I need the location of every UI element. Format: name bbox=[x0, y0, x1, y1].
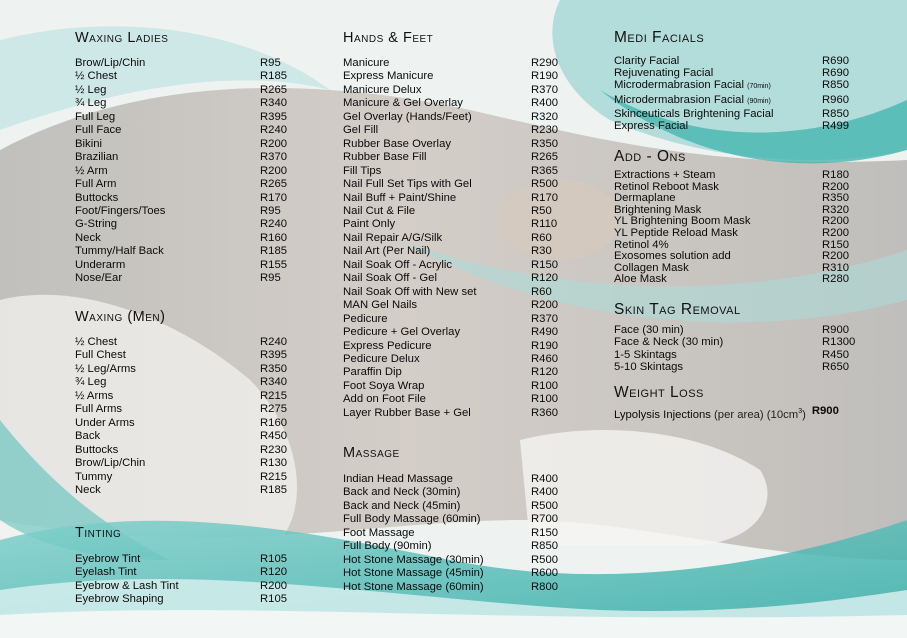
item-price: R190 bbox=[531, 70, 559, 83]
section-title: Medi Facials bbox=[614, 29, 705, 46]
list-item bbox=[614, 67, 864, 79]
item-price: R95 bbox=[260, 204, 281, 217]
list-item bbox=[343, 57, 565, 70]
list-item bbox=[75, 580, 290, 593]
item-name: ½ Leg/Arms bbox=[75, 362, 136, 375]
list-item bbox=[343, 513, 565, 526]
item-price: R400 bbox=[531, 97, 559, 110]
item-name: Nail Soak Off - Gel bbox=[343, 272, 437, 285]
list-item bbox=[614, 79, 864, 93]
item-name: Pedicure Delux bbox=[343, 352, 420, 365]
item-price: R160 bbox=[260, 416, 288, 429]
section-weight-loss bbox=[614, 384, 864, 422]
item-name: Full Body Massage (60min) bbox=[343, 513, 481, 526]
list-item bbox=[75, 593, 290, 606]
item-name: Express Manicure bbox=[343, 70, 434, 83]
item-name: Dermaplane bbox=[614, 193, 676, 205]
item-price: R320 bbox=[822, 203, 850, 216]
list-item bbox=[343, 500, 565, 513]
item-price: R130 bbox=[260, 457, 288, 470]
item-price: R240 bbox=[260, 336, 288, 348]
price-list bbox=[75, 57, 290, 286]
item-name: Manicure & Gel Overlay bbox=[343, 97, 463, 110]
item-price: R240 bbox=[260, 218, 288, 231]
item-price: R265 bbox=[260, 178, 288, 191]
item-price: R200 bbox=[822, 250, 850, 263]
list-item bbox=[343, 97, 565, 110]
item-note: (90min) bbox=[747, 97, 771, 105]
list-item bbox=[343, 473, 565, 486]
item-price: R690 bbox=[822, 67, 850, 80]
list-item bbox=[343, 245, 565, 258]
item-price: R120 bbox=[531, 272, 559, 285]
list-item bbox=[614, 405, 864, 422]
list-item bbox=[75, 84, 290, 97]
item-note: (per area) (10cm bbox=[714, 408, 799, 421]
item-price: R700 bbox=[531, 513, 559, 526]
item-price: R900 bbox=[822, 324, 850, 336]
list-item bbox=[614, 108, 864, 120]
item-name: Nail Cut & File bbox=[343, 204, 416, 217]
list-item bbox=[343, 353, 565, 366]
item-name: Tummy/Half Back bbox=[75, 245, 164, 258]
item-price: R240 bbox=[260, 124, 288, 137]
item-price: R150 bbox=[822, 238, 850, 251]
item-name: Rubber Base Fill bbox=[343, 151, 427, 164]
item-name: Nail Soak Off - Acrylic bbox=[343, 258, 453, 271]
item-price: R230 bbox=[531, 124, 559, 137]
list-item bbox=[343, 554, 565, 567]
item-name: Neck bbox=[75, 231, 101, 244]
item-price: R160 bbox=[260, 231, 288, 244]
item-name: Nail Buff + Paint/Shine bbox=[343, 191, 457, 204]
item-price: R120 bbox=[260, 566, 288, 579]
item-name: Hot Stone Massage (30min) bbox=[343, 553, 484, 566]
list-item bbox=[343, 151, 565, 164]
item-price: R185 bbox=[260, 483, 288, 496]
list-item bbox=[75, 124, 290, 137]
list-item bbox=[343, 124, 565, 137]
section-add-ons bbox=[614, 148, 864, 286]
item-price: R850 bbox=[822, 107, 850, 120]
item-price: R150 bbox=[531, 526, 559, 539]
item-price: R100 bbox=[531, 379, 559, 392]
item-price: R265 bbox=[531, 151, 559, 164]
item-price: R340 bbox=[260, 97, 288, 110]
item-name: Manicure Delux bbox=[343, 83, 422, 96]
item-price: R30 bbox=[531, 245, 552, 258]
item-name: Gel Overlay (Hands/Feet) bbox=[343, 110, 472, 123]
item-price: R100 bbox=[531, 393, 559, 406]
item-name: YL Peptide Reload Mask bbox=[614, 227, 738, 239]
item-name: Full Face bbox=[75, 124, 122, 137]
item-name: Clarity Facial bbox=[614, 55, 680, 67]
list-item bbox=[75, 336, 290, 349]
item-name: Back bbox=[75, 430, 101, 443]
item-price: R200 bbox=[531, 299, 559, 312]
list-item bbox=[343, 313, 565, 326]
item-price: R370 bbox=[531, 312, 559, 325]
item-name: ½ Arms bbox=[75, 389, 114, 402]
section-title: Hands & Feet bbox=[343, 30, 434, 46]
list-item bbox=[614, 349, 864, 361]
list-item bbox=[614, 251, 864, 263]
section-tinting bbox=[75, 525, 290, 607]
item-name: Nail Art (Per Nail) bbox=[343, 245, 431, 258]
item-price: R350 bbox=[260, 362, 288, 375]
item-name: G-String bbox=[75, 218, 118, 231]
list-item bbox=[75, 165, 290, 178]
item-name: Nose/Ear bbox=[75, 272, 123, 285]
item-name: ½ Leg bbox=[75, 83, 107, 96]
section-title: Weight Loss bbox=[614, 384, 704, 401]
item-name: ½ Chest bbox=[75, 336, 118, 348]
item-name: Pedicure bbox=[343, 312, 388, 325]
list-item bbox=[75, 111, 290, 124]
item-price: R850 bbox=[822, 79, 850, 92]
list-item bbox=[614, 170, 864, 182]
price-list bbox=[75, 553, 290, 607]
item-price: R600 bbox=[531, 567, 559, 580]
item-name: YL Brightening Boom Mask bbox=[614, 216, 751, 228]
item-name: Lypolysis Injections (per area) $(10cm^3)$ bbox=[614, 408, 806, 421]
item-name: Collagen Mask bbox=[614, 262, 689, 274]
list-item bbox=[75, 430, 290, 443]
item-name: Brow/Lip/Chin bbox=[75, 457, 146, 470]
list-item bbox=[343, 486, 565, 499]
item-price: R960 bbox=[822, 93, 850, 106]
list-item bbox=[343, 138, 565, 151]
item-price: R350 bbox=[822, 192, 850, 205]
item-price: R170 bbox=[531, 191, 559, 204]
list-item bbox=[75, 218, 290, 231]
item-name: Eyebrow Tint bbox=[75, 553, 141, 565]
item-name: Nail Repair A/G/Silk bbox=[343, 231, 443, 244]
item-name: Rejuvenating Facial bbox=[614, 67, 714, 80]
price-list bbox=[614, 324, 864, 374]
price-list bbox=[343, 57, 565, 420]
list-item bbox=[343, 567, 565, 580]
list-item bbox=[343, 218, 565, 231]
list-item bbox=[75, 471, 290, 484]
item-note: (70min) bbox=[747, 83, 771, 91]
item-price: R1300 bbox=[822, 336, 856, 349]
list-item bbox=[343, 581, 565, 594]
item-name: ¾ Leg bbox=[75, 97, 107, 110]
list-item bbox=[343, 84, 565, 97]
section-title: Waxing Ladies bbox=[75, 30, 169, 46]
item-name: Full Chest bbox=[75, 349, 126, 362]
list-item bbox=[614, 120, 864, 132]
list-item bbox=[75, 403, 290, 416]
list-item bbox=[614, 274, 864, 286]
item-name: 1-5 Skintags bbox=[614, 348, 677, 361]
item-price: R500 bbox=[531, 553, 559, 566]
item-name: Hot Stone Massage (60min) bbox=[343, 580, 484, 593]
item-price: R395 bbox=[260, 110, 288, 123]
price-list bbox=[614, 405, 864, 422]
item-price: R850 bbox=[531, 540, 559, 553]
list-item bbox=[343, 407, 565, 420]
section-title: Massage bbox=[343, 445, 400, 461]
item-price: R450 bbox=[260, 430, 288, 443]
item-name: Full Arms bbox=[75, 403, 123, 416]
section-skin-tag-removal bbox=[614, 301, 864, 374]
item-price: R200 bbox=[822, 215, 850, 228]
list-item bbox=[75, 57, 290, 70]
list-item bbox=[343, 111, 565, 124]
list-item bbox=[614, 94, 864, 108]
item-name: Full Arm bbox=[75, 178, 117, 191]
item-name: Underarm bbox=[75, 258, 126, 271]
item-name: Back and Neck (45min) bbox=[343, 499, 461, 512]
list-item bbox=[343, 299, 565, 312]
list-item bbox=[75, 457, 290, 470]
item-name: MAN Gel Nails bbox=[343, 299, 418, 312]
item-name: Microdermabrasion Facial (70min) bbox=[614, 79, 771, 92]
list-item bbox=[75, 444, 290, 457]
list-item bbox=[614, 336, 864, 348]
item-name: Fill Tips bbox=[343, 164, 382, 177]
item-name: Back and Neck (30min) bbox=[343, 486, 461, 499]
list-item bbox=[75, 138, 290, 151]
item-price: R230 bbox=[260, 443, 288, 456]
item-price: R370 bbox=[260, 151, 288, 164]
item-name: Tummy bbox=[75, 470, 113, 483]
item-name: Buttocks bbox=[75, 443, 119, 456]
item-name: Retinol Reboot Mask bbox=[614, 181, 719, 193]
list-item bbox=[343, 527, 565, 540]
item-price: R60 bbox=[531, 231, 552, 244]
item-price: R105 bbox=[260, 553, 288, 565]
item-name: ¾ Leg bbox=[75, 376, 107, 389]
item-name: Nail Full Set Tips with Gel bbox=[343, 178, 472, 191]
item-price: R310 bbox=[822, 261, 850, 274]
price-list bbox=[614, 170, 864, 286]
list-item bbox=[614, 324, 864, 336]
item-price: R280 bbox=[822, 273, 850, 286]
item-name: Retinol 4% bbox=[614, 239, 669, 251]
section-title: Tinting bbox=[75, 525, 122, 541]
item-price: R110 bbox=[531, 218, 558, 231]
item-name: Layer Rubber Base + Gel bbox=[343, 406, 471, 419]
item-name: Full Body (90min) bbox=[343, 540, 432, 553]
section-waxing-men bbox=[75, 309, 290, 497]
list-item bbox=[343, 165, 565, 178]
list-item bbox=[343, 286, 565, 299]
item-name: Add on Foot File bbox=[343, 393, 426, 406]
section-medi-facials bbox=[614, 29, 864, 132]
item-name: Face & Neck (30 min) bbox=[614, 336, 724, 349]
item-name: Nail Soak Off with New set bbox=[343, 285, 477, 298]
item-price: R290 bbox=[531, 57, 559, 69]
item-price: R50 bbox=[531, 204, 552, 217]
item-name: ½ Chest bbox=[75, 70, 118, 83]
item-price: R450 bbox=[822, 348, 850, 361]
item-price: R395 bbox=[260, 349, 288, 362]
item-price: R650 bbox=[822, 361, 850, 374]
item-name: Eyelash Tint bbox=[75, 566, 137, 579]
item-price: R200 bbox=[260, 579, 288, 592]
item-name: Microdermabrasion Facial (90min) bbox=[614, 93, 771, 106]
item-name: Hot Stone Massage (45min) bbox=[343, 567, 484, 580]
item-price: R200 bbox=[822, 226, 850, 239]
price-list bbox=[614, 55, 864, 132]
item-name: Rubber Base Overlay bbox=[343, 137, 451, 150]
item-name: Brightening Mask bbox=[614, 204, 702, 216]
list-item bbox=[75, 259, 290, 272]
list-item bbox=[75, 232, 290, 245]
item-name: Indian Head Massage bbox=[343, 473, 453, 485]
item-name: Paraffin Dip bbox=[343, 366, 402, 379]
item-price: R360 bbox=[531, 406, 559, 419]
list-item bbox=[343, 178, 565, 191]
item-price: R200 bbox=[260, 164, 288, 177]
item-price: R95 bbox=[260, 272, 281, 285]
list-item bbox=[75, 553, 290, 566]
item-name: Eyebrow Shaping bbox=[75, 593, 164, 606]
item-name: Brow/Lip/Chin bbox=[75, 57, 146, 69]
list-item bbox=[343, 393, 565, 406]
item-name: Foot/Fingers/Toes bbox=[75, 204, 166, 217]
list-item bbox=[75, 205, 290, 218]
item-price: R95 bbox=[260, 57, 281, 69]
list-item bbox=[614, 55, 864, 67]
list-item bbox=[614, 228, 864, 240]
item-price: R185 bbox=[260, 70, 288, 83]
item-note-end: ) bbox=[802, 408, 806, 421]
list-item bbox=[343, 205, 565, 218]
item-price: R105 bbox=[260, 593, 288, 606]
item-price: R170 bbox=[260, 191, 288, 204]
price-list bbox=[75, 336, 290, 497]
list-item bbox=[343, 540, 565, 553]
item-name: Full Leg bbox=[75, 110, 116, 123]
list-item bbox=[343, 366, 565, 379]
list-item bbox=[614, 361, 864, 373]
item-price: R155 bbox=[260, 258, 288, 271]
list-item bbox=[75, 70, 290, 83]
item-price: R500 bbox=[531, 499, 559, 512]
item-name: Express Pedicure bbox=[343, 339, 432, 352]
list-item bbox=[343, 70, 565, 83]
list-item bbox=[75, 151, 290, 164]
item-price: R400 bbox=[531, 486, 559, 499]
item-price: R150 bbox=[531, 258, 559, 271]
item-name: Buttocks bbox=[75, 191, 119, 204]
list-item bbox=[343, 380, 565, 393]
list-item bbox=[343, 232, 565, 245]
list-item bbox=[343, 340, 565, 353]
list-item bbox=[343, 272, 565, 285]
list-item bbox=[75, 349, 290, 362]
item-name: Pedicure + Gel Overlay bbox=[343, 326, 461, 339]
list-item bbox=[75, 484, 290, 497]
item-price: R190 bbox=[531, 339, 559, 352]
item-name: Aloe Mask bbox=[614, 274, 667, 286]
item-price: R690 bbox=[822, 55, 850, 67]
item-name: 5-10 Skintags bbox=[614, 361, 684, 374]
item-price: R400 bbox=[531, 473, 559, 485]
list-item bbox=[75, 363, 290, 376]
item-price: R499 bbox=[822, 120, 850, 133]
item-price: R320 bbox=[531, 110, 559, 123]
list-item bbox=[75, 245, 290, 258]
list-item bbox=[75, 272, 290, 285]
item-note-sup: 3 bbox=[798, 408, 803, 415]
item-price: R265 bbox=[260, 83, 288, 96]
item-price: R185 bbox=[260, 245, 288, 258]
item-name: Neck bbox=[75, 483, 101, 496]
item-price: R200 bbox=[260, 137, 288, 150]
item-name: Face (30 min) bbox=[614, 324, 684, 336]
item-price: R500 bbox=[531, 178, 559, 191]
price-list bbox=[343, 473, 565, 594]
section-massage bbox=[343, 445, 565, 594]
item-name: Under Arms bbox=[75, 416, 135, 429]
item-name: Express Facial bbox=[614, 120, 689, 133]
item-price: R200 bbox=[822, 180, 850, 193]
item-name: Eyebrow & Lash Tint bbox=[75, 579, 179, 592]
item-name: Bikini bbox=[75, 137, 102, 150]
item-name: Skinceuticals Brightening Facial bbox=[614, 107, 774, 120]
list-item bbox=[343, 192, 565, 205]
list-item bbox=[75, 566, 290, 579]
item-price: R370 bbox=[531, 83, 559, 96]
item-name: ½ Arm bbox=[75, 164, 108, 177]
section-hands-feet bbox=[343, 30, 565, 420]
section-waxing-ladies bbox=[75, 30, 290, 286]
item-price: R460 bbox=[531, 352, 559, 365]
item-price: R350 bbox=[531, 137, 559, 150]
list-item bbox=[75, 178, 290, 191]
item-price: R60 bbox=[531, 285, 552, 298]
item-name: Foot Massage bbox=[343, 526, 415, 539]
item-price: R180 bbox=[822, 169, 850, 181]
item-price: R215 bbox=[260, 389, 288, 402]
item-price: R800 bbox=[531, 580, 559, 593]
item-name: Manicure bbox=[343, 57, 390, 69]
list-item bbox=[75, 192, 290, 205]
item-name: Foot Soya Wrap bbox=[343, 379, 425, 392]
item-price: R900 bbox=[811, 405, 839, 417]
list-item bbox=[75, 376, 290, 389]
list-item bbox=[75, 390, 290, 403]
section-title: Skin Tag Removal bbox=[614, 301, 741, 318]
item-price: R120 bbox=[531, 366, 559, 379]
list-item bbox=[75, 417, 290, 430]
item-price: R275 bbox=[260, 403, 288, 416]
item-price: R340 bbox=[260, 376, 288, 389]
item-price: R490 bbox=[531, 326, 559, 339]
item-name: Extractions + Steam bbox=[614, 170, 716, 181]
item-price: R215 bbox=[260, 470, 288, 483]
item-name: Exosomes solution add bbox=[614, 251, 731, 263]
section-title: Add - Ons bbox=[614, 148, 686, 165]
item-name: Paint Only bbox=[343, 218, 396, 231]
item-name: Gel Fill bbox=[343, 124, 379, 137]
section-title: Waxing (Men) bbox=[75, 309, 166, 325]
list-item bbox=[343, 326, 565, 339]
list-item bbox=[75, 97, 290, 110]
list-item bbox=[343, 259, 565, 272]
item-price: R365 bbox=[531, 164, 559, 177]
item-name: Brazilian bbox=[75, 151, 119, 164]
